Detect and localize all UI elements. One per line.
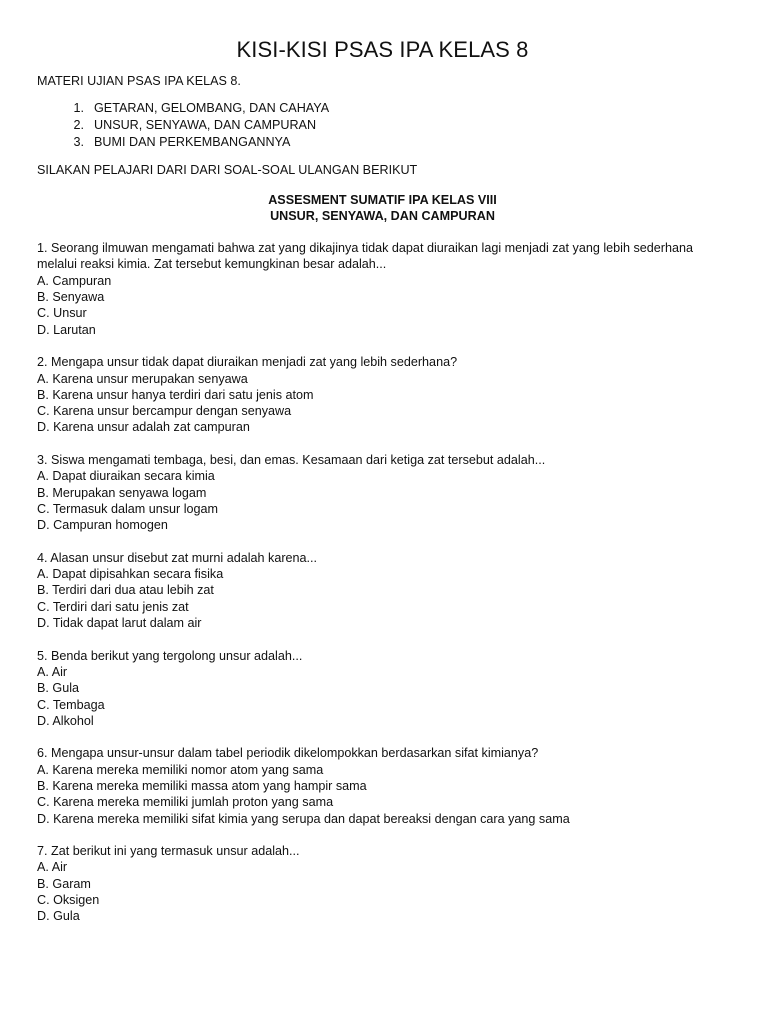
question-block [37, 452, 728, 533]
answer-option: A. Karena mereka memiliki nomor atom yang sama [37, 762, 324, 777]
page-title: KISI-KISI PSAS IPA KELAS 8 [236, 37, 529, 62]
answer-option: A. Air [37, 664, 68, 679]
section-heading-line: UNSUR, SENYAWA, DAN CAMPURAN [270, 208, 495, 223]
list-item-number: 1. [73, 101, 84, 116]
answer-option: C. Oksigen [37, 893, 100, 908]
study-note: SILAKAN PELAJARI DARI DARI SOAL-SOAL ULANGAN BERIKUT [37, 163, 418, 178]
answer-option: B. Senyawa [37, 290, 105, 305]
answer-option: A. Campuran [37, 273, 112, 288]
answer-option: B. Merupakan senyawa logam [37, 485, 207, 500]
question-block [37, 240, 728, 338]
list-item [37, 100, 728, 117]
intro-text: MATERI UJIAN PSAS IPA KELAS 8. [37, 74, 241, 88]
question-stem: 3. Siswa mengamati tembaga, besi, dan emas. Kesamaan dari ketiga zat tersebut adalah... [37, 453, 546, 468]
answer-option: C. Terdiri dari satu jenis zat [37, 599, 189, 614]
answer-option: D. Karena mereka memiliki sifat kimia yang serupa dan dapat bereaksi dengan cara yang sama [37, 811, 570, 826]
answer-option: B. Karena unsur hanya terdiri dari satu jenis atom [37, 387, 314, 402]
question-stem: 4. Alasan unsur disebut zat murni adalah karena... [37, 550, 318, 565]
answer-option: C. Karena unsur bercampur dengan senyawa [37, 404, 292, 419]
list-item [37, 134, 728, 151]
answer-option: D. Gula [37, 909, 80, 924]
question-stem: 6. Mengapa unsur-unsur dalam tabel periodik dikelompokkan berdasarkan sifat kimianya? [37, 746, 539, 761]
question-block [37, 550, 728, 631]
answer-option: A. Dapat diuraikan secara kimia [37, 469, 215, 484]
answer-option: D. Larutan [37, 322, 96, 337]
answer-option: C. Tembaga [37, 697, 105, 712]
question-block [37, 843, 728, 924]
answer-option: A. Air [37, 860, 68, 875]
answer-option: C. Unsur [37, 306, 87, 321]
section-heading [37, 192, 728, 225]
list-item-label: UNSUR, SENYAWA, DAN CAMPURAN [94, 118, 317, 133]
question-stem: 7. Zat berikut ini yang termasuk unsur adalah... [37, 844, 300, 859]
question-stem: 1. Seorang ilmuwan mengamati bahwa zat yang dikajinya tidak dapat diuraikan lagi menjadi zat yang lebih sederhana melalui reaksi kimia. Zat tersebut kemungkinan besar adalah... [37, 241, 693, 272]
answer-option: C. Termasuk dalam unsur logam [37, 501, 219, 516]
list-item-number: 3. [73, 135, 84, 150]
section-heading-line: ASSESMENT SUMATIF IPA KELAS VIII [268, 192, 497, 207]
topic-list [37, 100, 728, 151]
question-block [37, 745, 728, 826]
answer-option: B. Gula [37, 681, 79, 696]
answer-option: D. Alkohol [37, 713, 94, 728]
list-item [37, 117, 728, 134]
answer-option: B. Karena mereka memiliki massa atom yang hampir sama [37, 778, 367, 793]
question-block [37, 648, 728, 729]
answer-option: D. Tidak dapat larut dalam air [37, 616, 202, 631]
answer-option: D. Campuran homogen [37, 518, 168, 533]
list-item-number: 2. [73, 118, 84, 133]
list-item-label: BUMI DAN PERKEMBANGANNYA [94, 135, 291, 150]
answer-option: B. Garam [37, 876, 91, 891]
answer-option: A. Karena unsur merupakan senyawa [37, 371, 248, 386]
question-stem: 2. Mengapa unsur tidak dapat diuraikan menjadi zat yang lebih sederhana? [37, 355, 458, 370]
list-item-label: GETARAN, GELOMBANG, DAN CAHAYA [94, 101, 330, 116]
question-block [37, 354, 728, 435]
answer-option: B. Terdiri dari dua atau lebih zat [37, 583, 214, 598]
question-stem: 5. Benda berikut yang tergolong unsur adalah... [37, 648, 303, 663]
answer-option: D. Karena unsur adalah zat campuran [37, 420, 250, 435]
answer-option: A. Dapat dipisahkan secara fisika [37, 567, 224, 582]
answer-option: C. Karena mereka memiliki jumlah proton yang sama [37, 795, 334, 810]
